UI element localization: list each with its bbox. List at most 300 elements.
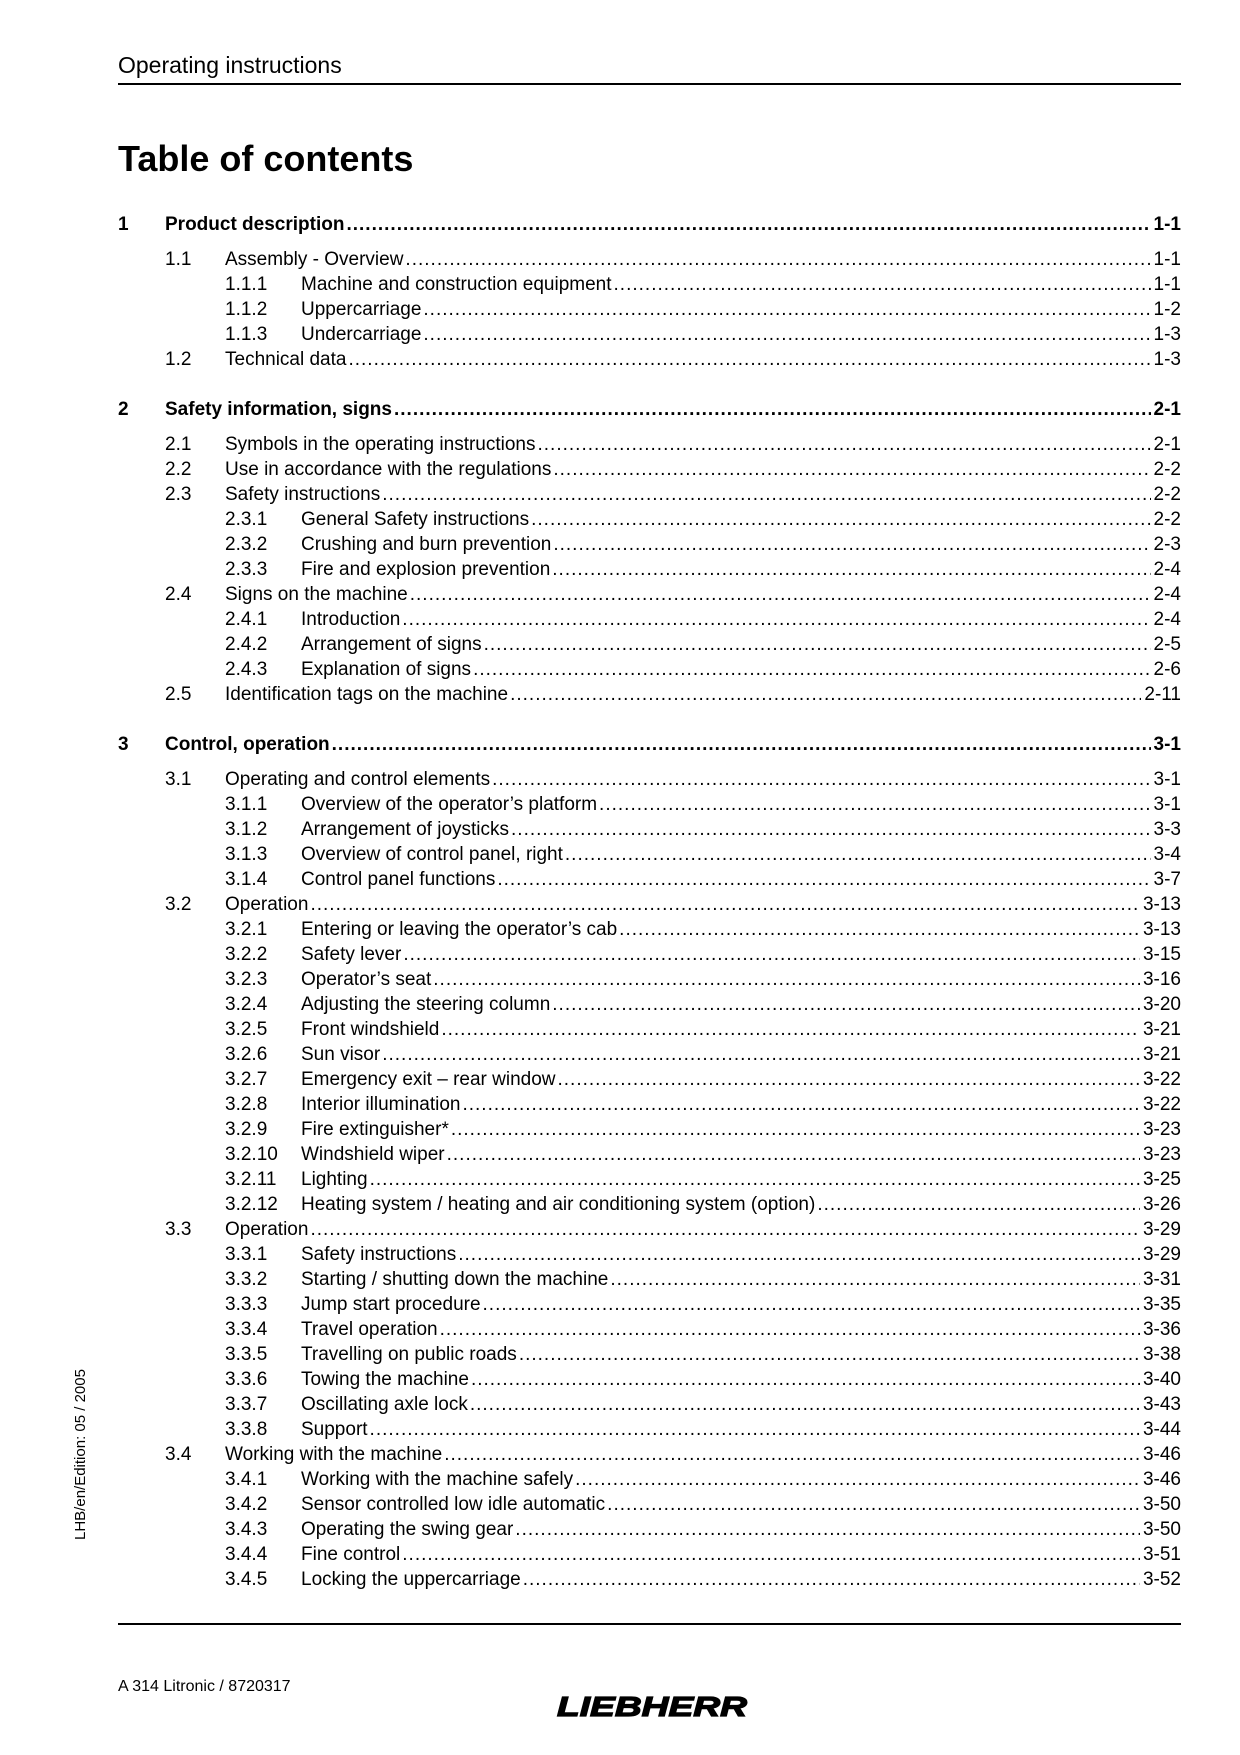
toc-section-number: 3.4 <box>165 1444 192 1465</box>
toc-page-number: 3-15 <box>1140 942 1181 967</box>
toc-entry <box>301 1567 1181 1592</box>
toc-entry <box>301 1042 1181 1067</box>
toc-section-number: 3.2.2 <box>225 944 268 965</box>
toc-page-number: 3-26 <box>1140 1192 1181 1217</box>
toc-dot-leader <box>471 1367 1140 1392</box>
toc-page-number: 2-4 <box>1151 557 1181 582</box>
toc-entry-row[interactable] <box>118 1067 1181 1092</box>
toc-entry-row[interactable] <box>118 682 1181 707</box>
toc-entry <box>301 632 1181 657</box>
toc-entry <box>225 1442 1181 1467</box>
toc-page-number: 3-50 <box>1140 1492 1181 1517</box>
toc-dot-leader <box>510 682 1141 707</box>
toc-dot-leader <box>394 397 1151 422</box>
toc-page-number: 2-4 <box>1151 582 1181 607</box>
toc-entry-row[interactable] <box>118 347 1181 372</box>
toc-entry <box>301 942 1181 967</box>
toc-section-number: 3.3.6 <box>225 1369 268 1390</box>
toc-section-number: 3.2.10 <box>225 1144 278 1165</box>
toc-entry <box>301 607 1181 632</box>
toc-page-number: 2-6 <box>1151 657 1181 682</box>
toc-section-number: 3.2.3 <box>225 969 268 990</box>
toc-entry <box>301 1517 1181 1542</box>
toc-page-number: 2-5 <box>1151 632 1181 657</box>
toc-entry-row[interactable] <box>118 1117 1181 1142</box>
toc-page-number: 3-13 <box>1140 892 1181 917</box>
toc-dot-leader <box>402 1542 1140 1567</box>
toc-entry-row[interactable] <box>118 432 1181 457</box>
toc-page-number: 3-51 <box>1140 1542 1181 1567</box>
toc-dot-leader <box>405 247 1150 272</box>
toc-dot-leader <box>370 1167 1140 1192</box>
toc-section-title: Explanation of signs <box>301 659 472 680</box>
toc-page-number: 3-31 <box>1140 1267 1181 1292</box>
toc-dot-leader <box>410 582 1151 607</box>
toc-entry-row[interactable] <box>118 1542 1181 1567</box>
toc-entry <box>301 1092 1181 1117</box>
toc-entry <box>225 582 1181 607</box>
toc-entry-row[interactable] <box>118 1092 1181 1117</box>
toc-dot-leader <box>515 1517 1140 1542</box>
toc-dot-leader <box>492 767 1150 792</box>
toc-entry-row[interactable] <box>118 1292 1181 1317</box>
toc-page-number: 2-1 <box>1151 432 1181 457</box>
toc-entry <box>301 1017 1181 1042</box>
toc-entry-row[interactable] <box>118 1267 1181 1292</box>
toc-page-number: 1-1 <box>1151 247 1181 272</box>
toc-dot-leader <box>332 732 1151 757</box>
toc-section-title: Heating system / heating and air conditioning system (option) <box>301 1194 816 1215</box>
toc-section-number: 2.4.1 <box>225 609 268 630</box>
toc-entry <box>301 297 1181 322</box>
toc-page-number: 3-40 <box>1140 1367 1181 1392</box>
toc-entry-row[interactable] <box>118 272 1181 297</box>
document-header-title: Operating instructions <box>118 52 342 78</box>
toc-section-number: 1.1.1 <box>225 274 268 295</box>
liebherr-logo-lettering: LIEBHERR <box>557 1693 749 1719</box>
toc-entry-row[interactable] <box>118 1192 1181 1217</box>
toc-entry-row[interactable] <box>118 482 1181 507</box>
toc-page-number: 3-1 <box>1151 732 1181 757</box>
toc-entry <box>301 842 1181 867</box>
toc-page-number: 3-23 <box>1140 1142 1181 1167</box>
toc-chapter-row[interactable] <box>118 212 1181 237</box>
toc-section-number: 2.3.2 <box>225 534 268 555</box>
toc-section-number: 1 <box>118 214 129 235</box>
toc-dot-leader <box>553 532 1150 557</box>
toc-dot-leader <box>441 1017 1140 1042</box>
toc-page-number: 3-23 <box>1140 1117 1181 1142</box>
toc-section-title: Jump start procedure <box>301 1294 481 1315</box>
toc-dot-leader <box>599 792 1150 817</box>
toc-section-number: 3.3.1 <box>225 1244 268 1265</box>
toc-section-title: Product description <box>165 214 345 235</box>
toc-section-number: 3.2.11 <box>225 1169 277 1190</box>
toc-chapter-row[interactable] <box>118 397 1181 422</box>
toc-section-number: 2.3 <box>165 484 192 505</box>
toc-entry-row[interactable] <box>118 632 1181 657</box>
toc-entry-row[interactable] <box>118 1467 1181 1492</box>
toc-entry-row[interactable] <box>118 1517 1181 1542</box>
toc-section-title: Emergency exit – rear window <box>301 1069 556 1090</box>
toc-section-title: Arrangement of signs <box>301 634 482 655</box>
toc-entry <box>301 1317 1181 1342</box>
toc-entry <box>225 347 1181 372</box>
toc-section-number: 1.1 <box>165 249 192 270</box>
toc-entry <box>225 247 1181 272</box>
toc-entry-row[interactable] <box>118 942 1181 967</box>
toc-page-number: 3-22 <box>1140 1092 1181 1117</box>
toc-entry <box>301 1467 1181 1492</box>
toc-dot-leader <box>607 1492 1140 1517</box>
toc-page-number: 3-29 <box>1140 1217 1181 1242</box>
toc-section-title: Windshield wiper <box>301 1144 445 1165</box>
toc-chapter-row[interactable] <box>118 732 1181 757</box>
toc-dot-leader <box>370 1417 1140 1442</box>
toc-page-number: 2-11 <box>1141 682 1181 707</box>
toc-entry <box>301 992 1181 1017</box>
toc-page-number: 3-43 <box>1140 1392 1181 1417</box>
toc-dot-leader <box>553 457 1150 482</box>
toc-entry <box>225 767 1181 792</box>
toc-dot-leader <box>348 347 1150 372</box>
toc-section-number: 1.1.3 <box>225 324 268 345</box>
toc-section-title: Undercarriage <box>301 324 422 345</box>
toc-section-number: 2.4.3 <box>225 659 268 680</box>
toc-entry <box>165 732 1181 757</box>
toc-dot-leader <box>402 607 1150 632</box>
toc-entry-row[interactable] <box>118 1367 1181 1392</box>
toc-entry-row[interactable] <box>118 767 1181 792</box>
toc-page-number: 2-2 <box>1151 457 1181 482</box>
toc-section-number: 3.3.7 <box>225 1394 268 1415</box>
toc-entry-row[interactable] <box>118 297 1181 322</box>
toc-entry <box>225 892 1181 917</box>
toc-entry-row[interactable] <box>118 967 1181 992</box>
toc-page-number: 3-38 <box>1140 1342 1181 1367</box>
toc-dot-leader <box>519 1342 1140 1367</box>
toc-section-title: Fire and explosion prevention <box>301 559 551 580</box>
toc-entry <box>301 917 1181 942</box>
toc-entry-row[interactable] <box>118 1492 1181 1517</box>
toc-section-title: Machine and construction equipment <box>301 274 612 295</box>
toc-entry-row[interactable] <box>118 992 1181 1017</box>
toc-section-number: 2.4 <box>165 584 192 605</box>
toc-section-number: 3.3.5 <box>225 1344 268 1365</box>
toc-section-title: Travelling on public roads <box>301 1344 517 1365</box>
toc-page-number: 3-3 <box>1151 817 1181 842</box>
toc-page-number: 3-21 <box>1140 1042 1181 1067</box>
toc-section-number: 3.3.8 <box>225 1419 268 1440</box>
toc-page-number: 2-4 <box>1151 607 1181 632</box>
toc-entry-row[interactable] <box>118 532 1181 557</box>
toc-entry-row[interactable] <box>118 1442 1181 1467</box>
toc-entry-row[interactable] <box>118 1017 1181 1042</box>
toc-section-number: 1.2 <box>165 349 192 370</box>
toc-entry-row[interactable] <box>118 1342 1181 1367</box>
toc-dot-leader <box>565 842 1151 867</box>
toc-section-title: Safety instructions <box>225 484 381 505</box>
toc-dot-leader <box>447 1142 1140 1167</box>
toc-page-number: 3-20 <box>1140 992 1181 1017</box>
toc-entry-row[interactable] <box>118 792 1181 817</box>
toc-page-number: 1-3 <box>1151 322 1181 347</box>
toc-dot-leader <box>473 657 1150 682</box>
toc-section-number: 3.1.1 <box>225 794 268 815</box>
toc-section-number: 3.4.1 <box>225 1469 268 1490</box>
toc-entry <box>301 792 1181 817</box>
toc-section-number: 2.3.1 <box>225 509 268 530</box>
toc-section-title: Symbols in the operating instructions <box>225 434 536 455</box>
toc-dot-leader <box>382 482 1150 507</box>
toc-page-number: 3-46 <box>1140 1467 1181 1492</box>
toc-dot-leader <box>538 432 1151 457</box>
toc-section-number: 3.2.1 <box>225 919 268 940</box>
toc-dot-leader <box>619 917 1140 942</box>
toc-entry <box>301 507 1181 532</box>
toc-section-title: General Safety instructions <box>301 509 530 530</box>
toc-section-title: Sun visor <box>301 1044 381 1065</box>
toc-section-title: Crushing and burn prevention <box>301 534 552 555</box>
toc-dot-leader <box>310 1217 1140 1242</box>
toc-section-title: Travel operation <box>301 1319 438 1340</box>
toc-entry-row[interactable] <box>118 1242 1181 1267</box>
toc-section-title: Arrangement of joysticks <box>301 819 510 840</box>
toc-dot-leader <box>346 212 1150 237</box>
toc-entry-row[interactable] <box>118 1392 1181 1417</box>
toc-section-number: 3.1.2 <box>225 819 268 840</box>
toc-section-title: Locking the uppercarriage <box>301 1569 521 1590</box>
toc-section-title: Operation <box>225 1219 309 1240</box>
page-title: Table of contents <box>118 138 414 179</box>
toc-section-title: Control panel functions <box>301 869 496 890</box>
toc-entry-row[interactable] <box>118 1317 1181 1342</box>
toc-entry <box>165 212 1181 237</box>
toc-section-title: Control, operation <box>165 734 330 755</box>
toc-dot-leader <box>382 1042 1140 1067</box>
toc-section-number: 3.1.4 <box>225 869 268 890</box>
toc-entry <box>225 482 1181 507</box>
toc-section-number: 2.5 <box>165 684 192 705</box>
toc-dot-leader <box>531 507 1150 532</box>
toc-section-title: Signs on the machine <box>225 584 408 605</box>
toc-section-title: Adjusting the steering column <box>301 994 551 1015</box>
header-divider <box>118 83 1181 85</box>
toc-page-number: 1-3 <box>1151 347 1181 372</box>
toc-entry-row[interactable] <box>118 1567 1181 1592</box>
toc-dot-leader <box>462 1092 1140 1117</box>
toc-section-number: 3.4.2 <box>225 1494 268 1515</box>
toc-entry-row[interactable] <box>118 817 1181 842</box>
toc-entry <box>301 272 1181 297</box>
toc-section-number: 2 <box>118 399 129 420</box>
toc-section-number: 3.4.5 <box>225 1569 268 1590</box>
toc-dot-leader <box>451 1117 1140 1142</box>
toc-entry-row[interactable] <box>118 892 1181 917</box>
toc-dot-leader <box>817 1192 1140 1217</box>
toc-section-title: Sensor controlled low idle automatic <box>301 1494 606 1515</box>
toc-section-number: 3.2.4 <box>225 994 268 1015</box>
toc-dot-leader <box>440 1317 1140 1342</box>
toc-page-number: 3-52 <box>1140 1567 1181 1592</box>
toc-entry-row[interactable] <box>118 582 1181 607</box>
toc-section-title: Front windshield <box>301 1019 440 1040</box>
toc-entry <box>301 1542 1181 1567</box>
toc-entry <box>301 967 1181 992</box>
toc-entry-row[interactable] <box>118 842 1181 867</box>
toc-dot-leader <box>423 322 1150 347</box>
toc-dot-leader <box>558 1067 1140 1092</box>
toc-section-title: Fire extinguisher* <box>301 1119 449 1140</box>
toc-dot-leader <box>575 1467 1140 1492</box>
toc-entry-row[interactable] <box>118 557 1181 582</box>
toc-section-title: Operator’s seat <box>301 969 432 990</box>
toc-entry <box>301 557 1181 582</box>
toc-section-title: Safety information, signs <box>165 399 392 420</box>
liebherr-logo <box>555 1693 750 1719</box>
toc-section-number: 3.1 <box>165 769 192 790</box>
toc-dot-leader <box>523 1567 1140 1592</box>
toc-page-number: 2-2 <box>1151 482 1181 507</box>
footer-model-number: A 314 Litronic / 8720317 <box>118 1678 291 1695</box>
toc-entry <box>301 1417 1181 1442</box>
toc-dot-leader <box>444 1442 1140 1467</box>
toc-dot-leader <box>497 867 1150 892</box>
toc-page-number: 1-1 <box>1151 212 1181 237</box>
toc-section-number: 3.2.5 <box>225 1019 268 1040</box>
toc-section-number: 3.3.2 <box>225 1269 268 1290</box>
toc-section-title: Assembly - Overview <box>225 249 404 270</box>
toc-section-title: Overview of control panel, right <box>301 844 563 865</box>
toc-page-number: 3-46 <box>1140 1442 1181 1467</box>
toc-dot-leader <box>511 817 1151 842</box>
toc-section-number: 2.3.3 <box>225 559 268 580</box>
toc-dot-leader <box>484 632 1151 657</box>
toc-section-number: 3.1.3 <box>225 844 268 865</box>
toc-entry-row[interactable] <box>118 1417 1181 1442</box>
toc-entry <box>301 817 1181 842</box>
toc-section-title: Operating and control elements <box>225 769 491 790</box>
toc-section-number: 2.2 <box>165 459 192 480</box>
toc-page-number: 2-3 <box>1151 532 1181 557</box>
toc-entry-row[interactable] <box>118 607 1181 632</box>
toc-section-title: Fine control <box>301 1544 401 1565</box>
toc-page-number: 3-35 <box>1140 1292 1181 1317</box>
toc-page-number: 2-1 <box>1151 397 1181 422</box>
toc-entry-row[interactable] <box>118 1167 1181 1192</box>
toc-entry-row[interactable] <box>118 507 1181 532</box>
toc-page-number: 3-7 <box>1151 867 1181 892</box>
toc-entry <box>301 1292 1181 1317</box>
toc-section-title: Safety lever <box>301 944 402 965</box>
toc-entry <box>225 432 1181 457</box>
toc-page-number: 1-2 <box>1151 297 1181 322</box>
toc-dot-leader <box>433 967 1140 992</box>
toc-page-number: 1-1 <box>1151 272 1181 297</box>
table-of-contents <box>118 212 1181 1592</box>
toc-section-number: 3.4.4 <box>225 1544 268 1565</box>
toc-section-number: 2.4.2 <box>225 634 268 655</box>
toc-section-title: Entering or leaving the operator’s cab <box>301 919 618 940</box>
toc-entry-row[interactable] <box>118 1217 1181 1242</box>
toc-dot-leader <box>423 297 1150 322</box>
toc-entry <box>301 1142 1181 1167</box>
toc-dot-leader <box>614 272 1151 297</box>
toc-section-title: Technical data <box>225 349 347 370</box>
toc-section-number: 3.2.12 <box>225 1194 278 1215</box>
toc-section-title: Oscillating axle lock <box>301 1394 468 1415</box>
toc-section-title: Operation <box>225 894 309 915</box>
toc-entry <box>301 867 1181 892</box>
toc-section-title: Identification tags on the machine <box>225 684 509 705</box>
toc-section-number: 3.2.9 <box>225 1119 268 1140</box>
toc-entry <box>301 1492 1181 1517</box>
toc-dot-leader <box>310 892 1140 917</box>
toc-page-number: 3-25 <box>1140 1167 1181 1192</box>
toc-page-number: 3-44 <box>1140 1417 1181 1442</box>
toc-section-title: Working with the machine <box>225 1444 443 1465</box>
toc-entry <box>301 532 1181 557</box>
toc-entry-row[interactable] <box>118 1042 1181 1067</box>
toc-section-title: Operating the swing gear <box>301 1519 514 1540</box>
toc-page-number: 3-36 <box>1140 1317 1181 1342</box>
toc-section-number: 3.2.6 <box>225 1044 268 1065</box>
toc-section-number: 3.2.8 <box>225 1094 268 1115</box>
toc-section-number: 3 <box>118 734 129 755</box>
toc-section-title: Use in accordance with the regulations <box>225 459 552 480</box>
toc-section-number: 3.3.3 <box>225 1294 268 1315</box>
footer-divider <box>118 1623 1181 1625</box>
toc-section-title: Working with the machine safely <box>301 1469 574 1490</box>
toc-section-number: 3.3.4 <box>225 1319 268 1340</box>
toc-entry-row[interactable] <box>118 917 1181 942</box>
toc-section-number: 1.1.2 <box>225 299 268 320</box>
toc-section-title: Starting / shutting down the machine <box>301 1269 609 1290</box>
toc-entry <box>301 1242 1181 1267</box>
toc-dot-leader <box>552 557 1150 582</box>
toc-entry-row[interactable] <box>118 247 1181 272</box>
toc-section-number: 3.4.3 <box>225 1519 268 1540</box>
toc-entry <box>301 1117 1181 1142</box>
toc-section-title: Interior illumination <box>301 1094 461 1115</box>
toc-page-number: 2-2 <box>1151 507 1181 532</box>
toc-dot-leader <box>470 1392 1140 1417</box>
edition-side-text: LHB/en/Edition: 05 / 2005 <box>72 1369 89 1540</box>
toc-entry <box>225 457 1181 482</box>
toc-section-title: Safety instructions <box>301 1244 457 1265</box>
toc-entry-row[interactable] <box>118 657 1181 682</box>
toc-section-title: Uppercarriage <box>301 299 422 320</box>
toc-page-number: 3-16 <box>1140 967 1181 992</box>
toc-dot-leader <box>610 1267 1140 1292</box>
toc-section-number: 3.2 <box>165 894 192 915</box>
toc-section-number: 3.3 <box>165 1219 192 1240</box>
toc-entry <box>301 322 1181 347</box>
toc-page-number: 3-50 <box>1140 1517 1181 1542</box>
toc-dot-leader <box>552 992 1140 1017</box>
toc-section-title: Overview of the operator’s platform <box>301 794 598 815</box>
toc-page-number: 3-4 <box>1151 842 1181 867</box>
toc-entry-row[interactable] <box>118 457 1181 482</box>
toc-section-number: 2.1 <box>165 434 192 455</box>
toc-entry-row[interactable] <box>118 322 1181 347</box>
toc-entry-row[interactable] <box>118 867 1181 892</box>
toc-page-number: 3-22 <box>1140 1067 1181 1092</box>
toc-entry <box>301 1267 1181 1292</box>
toc-entry <box>301 657 1181 682</box>
toc-entry-row[interactable] <box>118 1142 1181 1167</box>
toc-entry <box>301 1392 1181 1417</box>
